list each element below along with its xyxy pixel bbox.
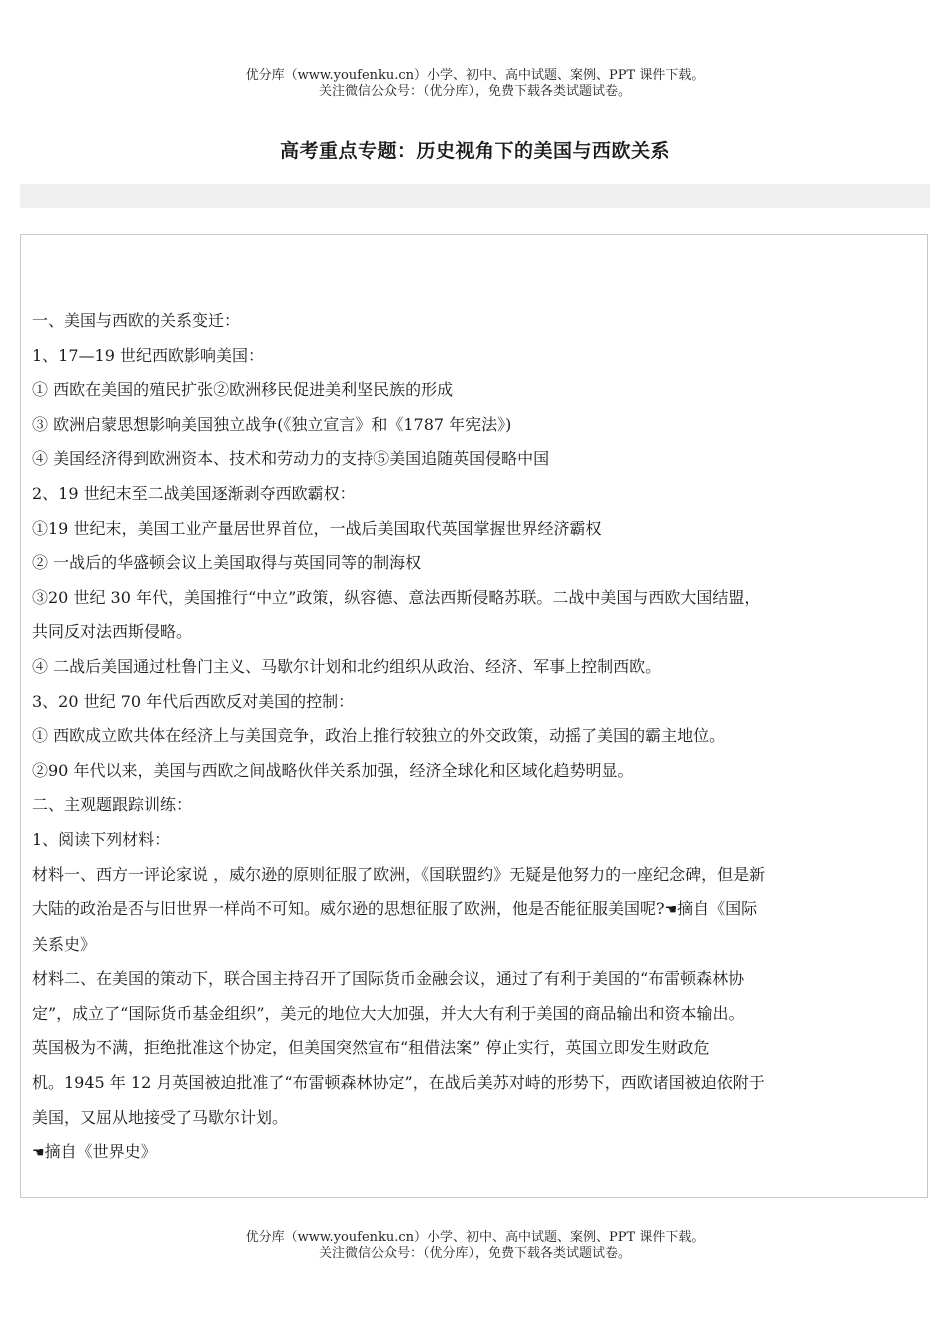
body-line: 2、19 世纪末至二战美国逐渐剥夺西欧霸权： xyxy=(32,483,356,503)
body-line: 一、美国与西欧的关系变迁： xyxy=(32,311,241,330)
body-line xyxy=(32,1135,924,1171)
body-line: ③ 欧洲启蒙思想影响美国独立战争(《独立宣言》和《1787 年宪法》) xyxy=(32,414,512,434)
header-line-2: 关注微信公众号：（优分库），免费下载各类试题试卷。 xyxy=(318,84,631,99)
body-line: 英国极为不满，拒绝批准这个协定，但美国突然宣布“租借法案” 停止实行，英国立即发生财政危 xyxy=(32,1038,710,1058)
header-line-1: 优分库（www.youfenku.cn）小学、初中、高中试题、案例、PPT 课件下载。 xyxy=(245,68,705,83)
body-line: ① 西欧成立欧共体在经济上与美国竞争，政治上推行较独立的外交政策，动摇了美国的霸主地位。 xyxy=(32,726,726,746)
body-line: 1、阅读下列材料： xyxy=(32,829,171,849)
body-line: ② 一战后的华盛顿会议上美国取得与英国同等的制海权 xyxy=(32,553,422,573)
divider-bar xyxy=(20,184,930,208)
pointing-hand-icon: ☚ xyxy=(664,902,678,919)
body-line-text: 大陆的政治是否与旧世界一样尚不可知。威尔逊的思想征服了欧洲，他是否能征服美国呢? xyxy=(32,899,665,919)
body-line: 共同反对法西斯侵略。 xyxy=(32,622,193,642)
footer-line-2: 关注微信公众号：（优分库），免费下载各类试题试卷。 xyxy=(318,1246,631,1261)
body-line: 机。1945 年 12 月英国被迫批准了“布雷顿森林协定”，在战后美苏对峙的形势下，西欧诸国被迫依附于 xyxy=(32,1073,765,1093)
body-line: 关系史》 xyxy=(32,934,97,954)
body-line: 3、20 世纪 70 年代后西欧反对美国的控制： xyxy=(32,691,355,711)
citation-text: 摘自《国际 xyxy=(677,899,758,919)
body-line: 材料二、在美国的策动下，联合国主持召开了国际货币金融会议，通过了有利于美国的“布雷顿森林协 xyxy=(32,969,745,989)
footer-line-1: 优分库（www.youfenku.cn）小学、初中、高中试题、案例、PPT 课件下载。 xyxy=(245,1230,705,1245)
body-line: ④ 美国经济得到欧洲资本、技术和劳动力的支持⑤美国追随英国侵略中国 xyxy=(32,449,550,469)
body-line: ①19 世纪末，美国工业产量居世界首位，一战后美国取代英国掌握世界经济霸权 xyxy=(32,518,602,538)
body-line: 1、17—19 世纪西欧影响美国： xyxy=(32,345,264,365)
page-header xyxy=(0,68,950,100)
body-line: ③20 世纪 30 年代，美国推行“中立”政策，纵容德、意法西斯侵略苏联。二战中美国与西欧大国结盟， xyxy=(32,587,761,607)
document-title: 高考重点专题：历史视角下的美国与西欧关系 xyxy=(279,140,670,162)
body-line: 材料一、西方一评论家说 ，威尔逊的原则征服了欧洲，《国联盟约》无疑是他努力的一座纪念碑，但是新 xyxy=(32,864,766,884)
body-line: 定”，成立了“国际货币基金组织”，美元的地位大大加强，并大大有利于美国的商品输出和资本输出。 xyxy=(32,1003,745,1023)
document-body xyxy=(32,304,924,1171)
body-line: ②90 年代以来，美国与西欧之间战略伙伴关系加强，经济全球化和区域化趋势明显。 xyxy=(32,760,634,780)
body-line: 二、主观题跟踪训练： xyxy=(32,795,193,815)
body-line xyxy=(32,892,924,928)
page-footer xyxy=(0,1230,950,1262)
pointing-hand-icon: ☚ xyxy=(32,1145,45,1162)
body-line: 美国，又屈从地接受了马歇尔计划。 xyxy=(32,1107,289,1127)
body-line: ① 西欧在美国的殖民扩张②欧洲移民促进美利坚民族的形成 xyxy=(32,380,454,400)
citation-text: 摘自《世界史》 xyxy=(44,1142,157,1162)
body-line: ④ 二战后美国通过杜鲁门主义、马歇尔计划和北约组织从政治、经济、军事上控制西欧。 xyxy=(32,656,662,676)
